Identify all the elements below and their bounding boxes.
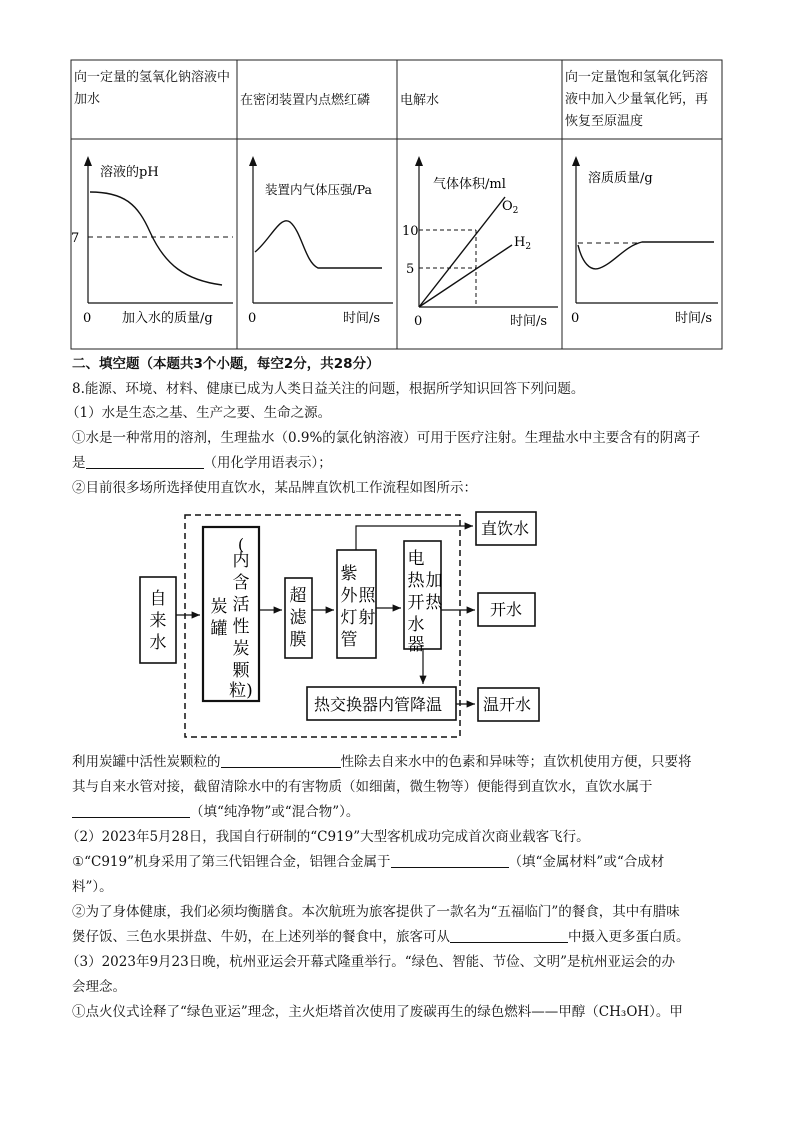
graph-ph-origin: 0 [83, 311, 92, 326]
graph-ph-ylabel: 溶液的pH [100, 165, 159, 180]
part-3a: ①点火仪式诠释了“绿色亚运”理念，主火炬塔首次使用了废碳再生的绿色燃料——甲醇（CH₃OH）。甲 [72, 1004, 683, 1020]
flow-out-boiling: 开水 [490, 600, 523, 619]
graph-solute-xlabel: 时间/s [675, 311, 713, 326]
table-header-1: 向一定量的氢氧化钠溶液中加水 [74, 70, 231, 107]
svg-text:开: 开 [407, 593, 425, 613]
answer-blank-adsorption[interactable] [221, 753, 341, 768]
svg-text:水: 水 [407, 615, 425, 635]
graph-solute-ylabel: 溶质质量/g [588, 171, 653, 186]
flow-heat-exchanger: 热交换器内管降温 [314, 695, 443, 714]
flow-carbon-sub: ( [237, 535, 245, 554]
graph-electrolysis-tick-10: 10 [402, 224, 419, 239]
graph-pressure-ylabel: 装置内气体压强/Pa [265, 182, 373, 197]
answer-blank-water-type[interactable] [72, 803, 190, 818]
table-header-3: 电解水 [400, 93, 440, 108]
svg-text:射: 射 [358, 608, 376, 628]
graph-electrolysis-ylabel: 气体体积/ml [433, 177, 506, 192]
svg-text:滤: 滤 [289, 608, 307, 628]
graph-pressure-origin: 0 [248, 311, 257, 326]
graph-pressure [248, 156, 393, 326]
graph-solute-origin: 0 [571, 311, 580, 326]
svg-text:膜: 膜 [289, 630, 307, 650]
graph-ph-xlabel: 加入水的质量/g [122, 311, 213, 326]
svg-text:内: 内 [232, 551, 250, 571]
flow-uv-sub: 照 [358, 586, 376, 606]
part-2: （2）2023年5月28日，我国自行研制的“C919”大型客机成功完成首次商业载客飞行。 [66, 829, 590, 845]
svg-text:粒): 粒) [229, 681, 253, 701]
graph-electrolysis-origin: 0 [414, 314, 423, 329]
part-3-cont: 会理念。 [72, 979, 126, 995]
part-1d: 其与自来水管对接，截留清除水中的有害物质（如细菌，微生物等）便能得到直饮水，直饮水属于 [72, 779, 653, 795]
table-header-4: 向一定量饱和氢氧化钙溶液中加入少量氧化钙，再恢复至原温度 [565, 70, 709, 129]
table-header-2: 在密闭装置内点燃红磷 [240, 93, 371, 108]
flow-ultrafiltration: 超 [289, 586, 307, 606]
svg-text:颗: 颗 [232, 661, 250, 681]
flow-heater-main: 电 [407, 549, 425, 569]
flow-carbon-main: 炭 [210, 597, 228, 617]
flow-tap-water: 自 [149, 589, 167, 609]
graph-table [0, 0, 794, 360]
svg-text:来: 来 [149, 611, 167, 631]
svg-text:器: 器 [407, 635, 425, 655]
part-2c: 煲仔饭、三色水果拼盘、牛奶，在上述列举的餐食中，旅客可从 中摄入更多蛋白质。 [72, 929, 690, 945]
svg-text:灯: 灯 [340, 608, 358, 628]
part-1b: ②目前很多场所选择使用直饮水，某品牌直饮机工作流程如图所示： [72, 480, 477, 496]
part-1: （1）水是生态之基、生产之要、生命之源。 [66, 405, 332, 421]
graph-electrolysis-o2: $O_2$ [502, 199, 519, 216]
svg-text:热: 热 [407, 571, 425, 591]
graph-ph-tick-7: 7 [71, 231, 80, 246]
svg-text:活: 活 [232, 595, 250, 615]
part-3: （3）2023年9月23日晚，杭州亚运会开幕式隆重举行。“绿色、智能、节俭、文明”是杭州亚运会的办 [66, 954, 676, 970]
question-8: 8.能源、环境、材料、健康已成为人类日益关注的问题，根据所学知识回答下列问题。 [72, 381, 585, 397]
answer-blank-anion[interactable] [86, 454, 204, 469]
part-1c: 利用炭罐中活性炭颗粒的 性除去自来水中的色素和异味等；直饮机使用方便，只要将 [72, 754, 692, 770]
svg-text:罐: 罐 [210, 619, 228, 639]
graph-solute-mass [571, 156, 718, 326]
svg-text:炭: 炭 [232, 639, 250, 659]
graph-electrolysis-tick-5: 5 [406, 262, 415, 277]
graph-electrolysis-xlabel: 时间/s [510, 314, 548, 329]
part-2b: ②为了身体健康，我们必须均衡膳食。本次航班为旅客提供了一款名为“五福临门”的餐食，其中有腊味 [72, 904, 680, 920]
svg-text:管: 管 [340, 630, 358, 650]
part-1e: （填“纯净物”或“混合物”）。 [72, 802, 359, 822]
section-title: 二、填空题（本题共3个小题，每空2分，共28分） [72, 356, 380, 372]
flow-out-warm: 温开水 [483, 695, 532, 714]
part-2a: ①“C919”机身采用了第三代铝锂合金，铝锂合金属于 （填“金属材料”或“合成材 [72, 854, 665, 870]
svg-text:含: 含 [232, 573, 250, 593]
water-flow-diagram [0, 500, 794, 745]
flow-out-direct: 直饮水 [481, 519, 530, 538]
part-2a-cont: 料”）。 [72, 879, 113, 895]
svg-text:性: 性 [232, 617, 250, 637]
svg-text:外: 外 [340, 586, 358, 606]
graph-electrolysis [402, 156, 558, 329]
part-1a-blank-line: 是 （用化学用语表示）； [72, 455, 332, 471]
graph-electrolysis-h2: $H_2$ [514, 235, 532, 252]
svg-text:水: 水 [149, 633, 167, 653]
graph-pressure-xlabel: 时间/s [343, 311, 381, 326]
flow-heater-sub: 加 [425, 571, 443, 591]
answer-blank-protein[interactable] [450, 928, 568, 943]
svg-text:热: 热 [425, 593, 443, 613]
flow-uv-main: 紫 [340, 564, 358, 584]
answer-blank-material[interactable] [391, 853, 509, 868]
part-1a: ①水是一种常用的溶剂，生理盐水（0.9%的氯化钠溶液）可用于医疗注射。生理盐水中主要含有的阴离子 [72, 430, 701, 446]
graph-ph [71, 156, 233, 326]
